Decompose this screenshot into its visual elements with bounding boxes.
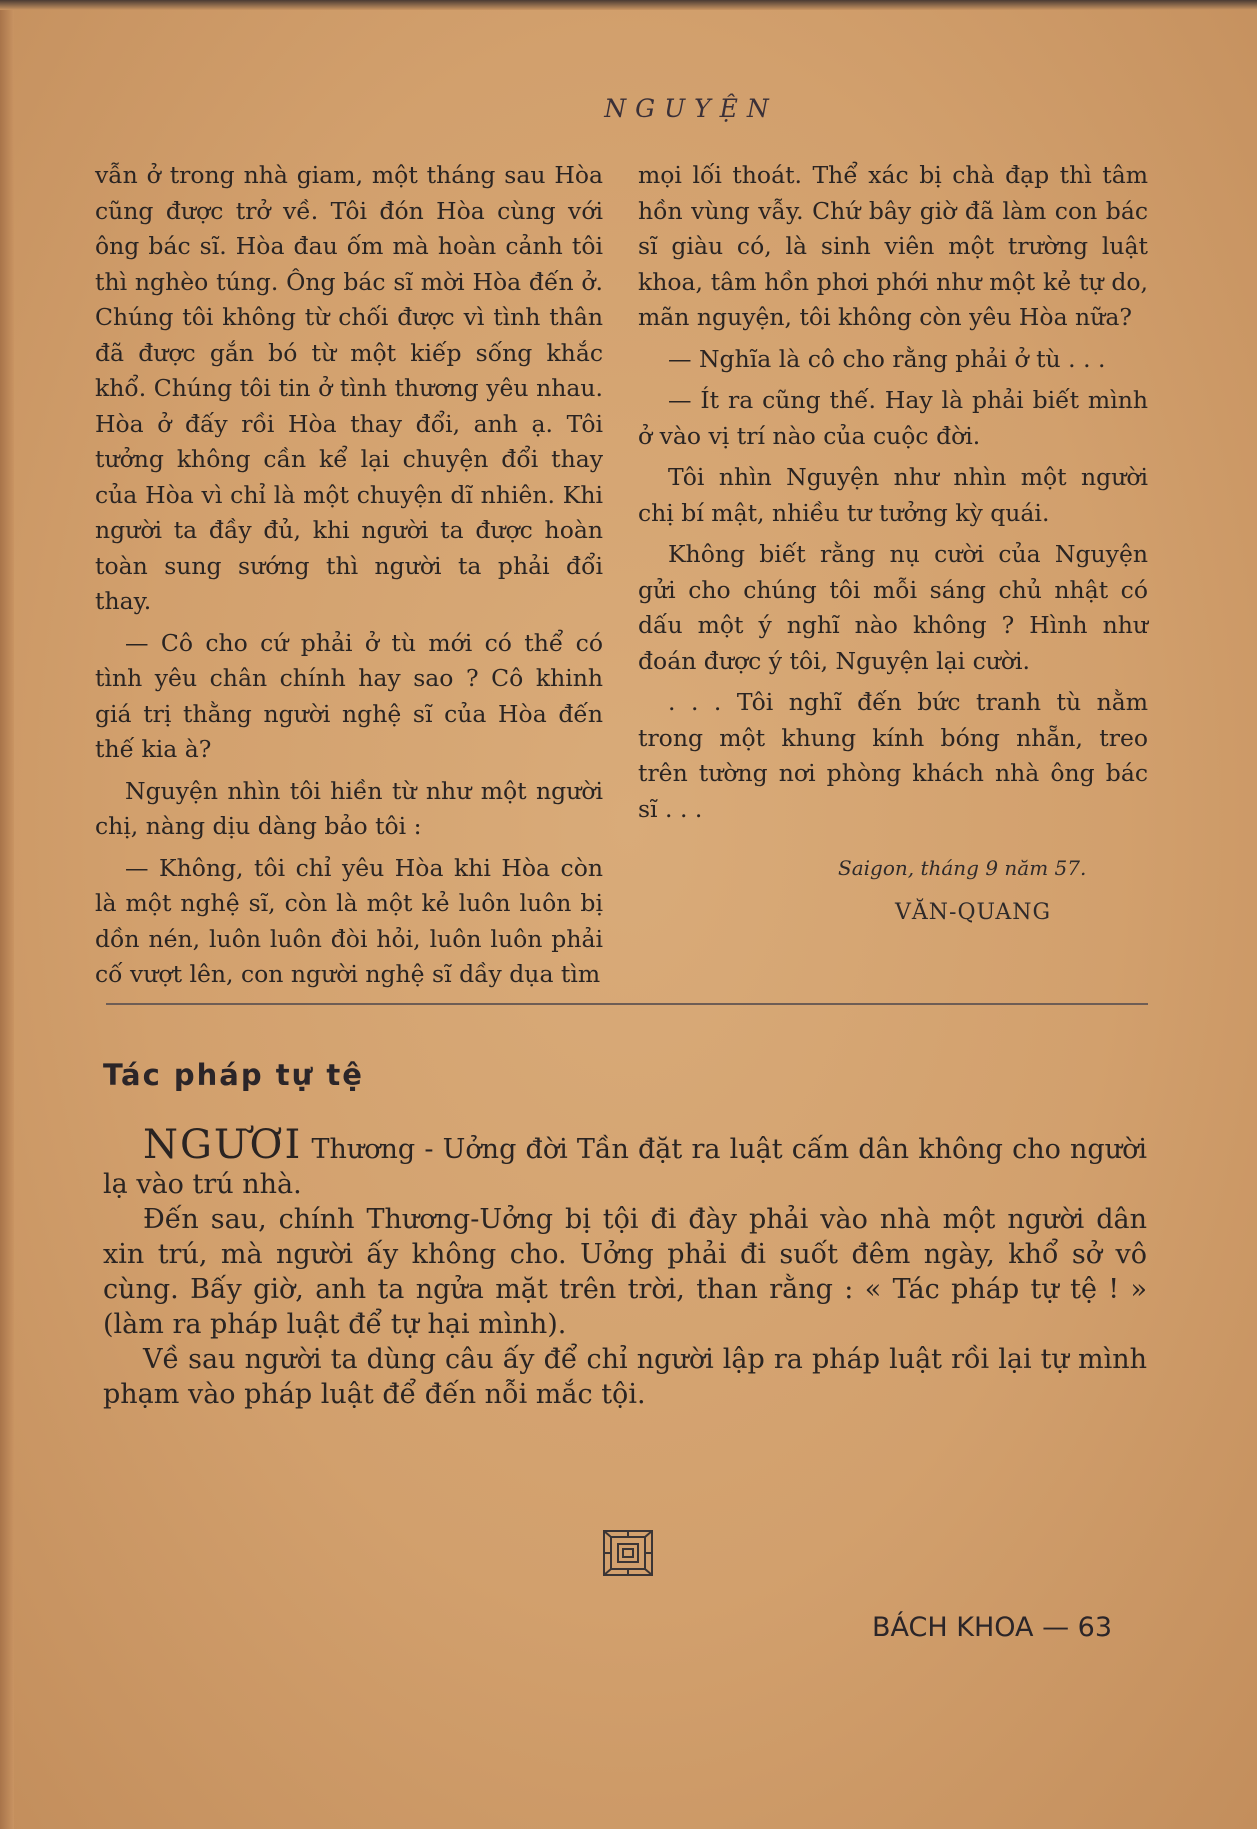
paragraph: Nguyện nhìn tôi hiền từ như một người chị, nàng dịu dàng bảo tôi : (95, 776, 603, 840)
paragraph: vẫn ở trong nhà giam, một tháng sau Hòa cũng được trở về. Tôi đón Hòa cùng với ông bác sĩ. Hòa đau ốm mà hoàn cảnh tôi thì nghèo túng. Ông bác sĩ mời Hòa đến ở. Chúng tôi không từ chối được vì tình thân đã được gắn bó từ một kiếp sống khắc khổ. Chúng tôi tin ở tình thương yêu nhau. Hòa ở đấy rồi Hòa thay đổi, anh ạ. Tôi tưởng không cần kể lại chuyện đổi thay của Hòa vì chỉ là một chuyện dĩ nhiên. Khi người ta đầy đủ, khi người ta được hoàn toàn sung sướng thì người ta phải đổi thay. (95, 161, 603, 615)
article-paragraph (103, 1122, 1147, 1202)
signature-place-date: Saigon, tháng 9 năm 57. (838, 856, 1087, 880)
paragraph: — Nghĩa là cô cho rằng phải ở tù . . . (668, 344, 1106, 373)
paragraph: Tôi nhìn Nguyện như nhìn một người chị bí mật, nhiều tư tưởng kỳ quái. (638, 463, 1148, 527)
article-paragraph: Về sau người ta dùng câu ấy để chỉ người lập ra pháp luật rồi lại tự mình phạm vào pháp luật để đến nỗi mắc tội. (103, 1344, 1147, 1410)
paragraph: . . . Tôi nghĩ đến bức tranh tù nằm trong một khung kính bóng nhẵn, treo trên tường nơi phòng khách nhà ông bác sĩ . . . (638, 688, 1148, 823)
paragraph: Không biết rằng nụ cười của Nguyện gửi cho chúng tôi mỗi sáng chủ nhật có dấu một ý nghĩ nào không ? Hình như đoán được ý tôi, Nguyện lại cười. (638, 540, 1148, 675)
article-body (103, 1122, 1147, 1412)
signature-author: VĂN-QUANG (895, 900, 1052, 925)
paragraph: — Cô cho cứ phải ở tù mới có thể có tình yêu chân chính hay sao ? Cô khinh giá trị thằng người nghệ sĩ của Hòa đến thế kia à? (95, 628, 603, 763)
paragraph: mọi lối thoát. Thể xác bị chà đạp thì tâm hồn vùng vẫy. Chứ bây giờ đã làm con bác sĩ giàu có, là sinh viên một trường luật khoa, tâm hồn phơi phới như một kẻ tự do, mãn nguyện, tôi không còn yêu Hòa nữa? (638, 161, 1148, 331)
page-edge (0, 0, 14, 1829)
section-divider (106, 1003, 1148, 1005)
paragraph: — Ít ra cũng thế. Hay là phải biết mình ở vào vị trí nào của cuộc đời. (638, 386, 1148, 450)
drop-word: NGƯƠI (143, 1122, 303, 1168)
article-first-text: Thương - Uởng đời Tần đặt ra luật cấm dân không cho người lạ vào trú nhà. (103, 1134, 1147, 1200)
article-paragraph: Đến sau, chính Thương-Uởng bị tội đi đày phải vào nhà một người dân xin trú, mà người ấy không cho. Uởng phải đi suốt đêm ngày, khổ sở vô cùng. Bấy giờ, anh ta ngửa mặt trên trời, than rằng : « Tác pháp tự tệ ! » (làm ra pháp luật để tự hại mình). (103, 1204, 1147, 1340)
running-head: NGUYỆN (604, 94, 778, 123)
paragraph: — Không, tôi chỉ yêu Hòa khi Hòa còn là một nghệ sĩ, còn là một kẻ luôn luôn bị dồn nén, luôn luôn đòi hỏi, luôn luôn phải cố vượt lên, con người nghệ sĩ dầy dụa tìm (95, 853, 603, 988)
ornament-icon (600, 1527, 656, 1579)
left-column (95, 158, 603, 999)
page-top-edge (0, 0, 1257, 10)
section-title: Tác pháp tự tệ (103, 1058, 364, 1092)
page-footer: BÁCH KHOA — 63 (872, 1612, 1113, 1643)
right-column (638, 158, 1148, 833)
